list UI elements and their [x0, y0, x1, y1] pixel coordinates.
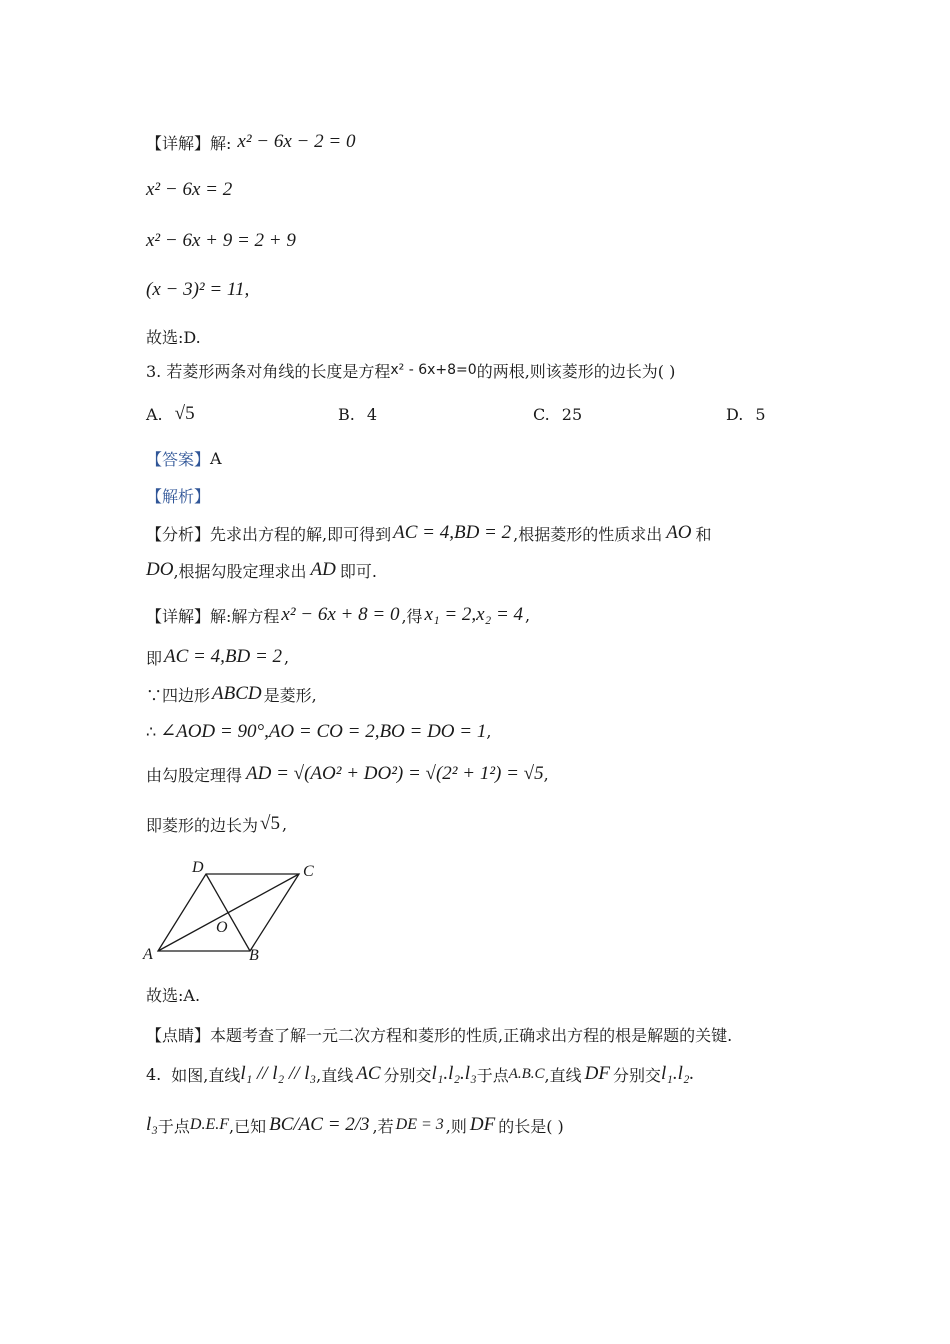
- comment-text: 本题考查了解一元二次方程和菱形的性质,正确求出方程的根是解题的关键.: [210, 1025, 733, 1045]
- because-text-1: ∵四边形: [146, 685, 211, 705]
- because-text-2: 是菱形,: [263, 685, 317, 705]
- answer-value: A: [210, 448, 222, 468]
- side-line: [146, 810, 287, 838]
- because-abcd: ABCD: [212, 683, 262, 704]
- comment-label: 【点睛】: [146, 1025, 211, 1045]
- question-4-line-2: [146, 1100, 564, 1150]
- pythagoras-end: ,: [543, 764, 549, 784]
- because-line: [146, 680, 317, 708]
- detail-text-2: ,得: [401, 606, 423, 626]
- q4-text-k: 的长是( ): [498, 1116, 564, 1136]
- option-letter: B.: [338, 404, 355, 424]
- q4-text-h: ,已知: [229, 1116, 267, 1136]
- comment-line: [146, 1020, 732, 1048]
- rhombus-figure: [140, 852, 330, 967]
- option-value: 5: [755, 404, 766, 424]
- q4-lines: l₁.l₂.l₃: [431, 1063, 477, 1084]
- detail-text-1: 解:解方程: [210, 606, 280, 626]
- equation-1: x² − 6x − 2 = 0: [237, 131, 356, 152]
- q4-parallel: l₁ // l₂ // l₃: [240, 1063, 317, 1084]
- q4-text-i: ,若: [372, 1116, 394, 1136]
- q3-stem-equation: x² - 6x+8=0: [390, 362, 477, 378]
- vertex-label-a: A: [143, 946, 153, 963]
- side-value: √5: [260, 813, 280, 834]
- side-end: ,: [281, 814, 288, 834]
- detail-equation: x² − 6x + 8 = 0: [281, 604, 400, 625]
- ji-equation: AC = 4,BD = 2: [164, 646, 283, 667]
- q4-de: DE = 3: [395, 1116, 444, 1133]
- detail-label-q3: 【详解】: [146, 606, 211, 626]
- vertex-label-d: D: [192, 859, 204, 876]
- pythagoras-line: [146, 760, 549, 788]
- pythagoras-equation: AD = √(AO² + DO²) = √(2² + 1²) = √5: [246, 763, 544, 784]
- analysis-label: 【解析】: [146, 486, 211, 506]
- q3-stem-prefix: 3. 若菱形两条对角线的长度是方程: [146, 361, 391, 381]
- q4-text-a: 如图,直线: [171, 1065, 241, 1085]
- therefore-end: ,: [486, 721, 492, 741]
- detail-roots: x₁ = 2,x₂ = 4: [424, 604, 524, 625]
- vertex-label-b: B: [249, 947, 259, 964]
- side-prefix: 即菱形的边长为: [146, 815, 259, 835]
- fenxi-text-1: 先求出方程的解,即可得到: [210, 524, 392, 544]
- detail-text-3: ,: [525, 605, 531, 625]
- fenxi-text-4: ,根据勾股定理求出: [173, 561, 307, 581]
- fenxi-text-2: ,根据菱形的性质求出: [513, 524, 663, 544]
- answer-line: [146, 444, 222, 472]
- option-value: 4: [366, 404, 378, 424]
- detail-label: 【详解】: [146, 133, 211, 153]
- q4-text-b: ,直线: [316, 1065, 354, 1085]
- equation-4-line: [146, 276, 249, 304]
- detail-lead: 解:: [210, 133, 232, 153]
- q4-points: A.B.C: [508, 1065, 545, 1082]
- choose-d-line: [146, 322, 201, 350]
- question-3-stem: [146, 356, 675, 384]
- q4-l3: l₃: [146, 1114, 158, 1135]
- fenxi-line-2: [146, 556, 377, 584]
- therefore-equation: ∠AOD = 90°,AO = CO = 2,BO = DO = 1: [160, 720, 487, 742]
- detail-line-q3: [146, 601, 530, 629]
- q4-text-c: 分别交: [383, 1065, 432, 1085]
- q4-number: 4.: [146, 1064, 162, 1084]
- q4-lines-2: l₁.l₂.: [660, 1063, 695, 1084]
- choose-a-text: 故选:A.: [146, 985, 201, 1005]
- vertex-label-c: C: [303, 863, 314, 880]
- equation-2-line: [146, 176, 232, 204]
- q4-df: DF: [584, 1063, 610, 1084]
- option-a[interactable]: [146, 400, 195, 428]
- ji-line: [146, 643, 289, 671]
- fenxi-text-5: 即可.: [339, 561, 377, 581]
- choose-a-line: [146, 980, 200, 1008]
- option-letter: A.: [146, 404, 163, 424]
- q4-ac: AC: [356, 1063, 381, 1084]
- option-letter: D.: [726, 404, 744, 424]
- therefore-line: [146, 717, 491, 745]
- answer-label: 【答案】: [146, 449, 211, 469]
- q4-text-d: 于点: [476, 1065, 509, 1085]
- ji-suffix: ,: [284, 647, 290, 667]
- fenxi-text-3: 和: [695, 524, 712, 544]
- q4-df-2: DF: [469, 1114, 496, 1135]
- q4-fraction: BC/AC = 2/3: [269, 1114, 370, 1135]
- fenxi-label: 【分析】: [146, 524, 211, 544]
- option-letter: C.: [533, 404, 550, 424]
- q4-text-e: ,直线: [544, 1065, 582, 1085]
- center-label-o: O: [216, 919, 228, 936]
- fenxi-ad: AD: [310, 559, 336, 580]
- fenxi-line-1: [146, 519, 712, 547]
- diagonal-bd: [206, 874, 250, 951]
- equation-3-line: [146, 227, 296, 255]
- q4-points-2: D.E.F: [189, 1116, 230, 1133]
- option-b[interactable]: [338, 400, 377, 428]
- fenxi-ac-bd: AC = 4,BD = 2: [393, 522, 512, 543]
- equation-3: x² − 6x + 9 = 2 + 9: [146, 230, 296, 251]
- q4-text-f: 分别交: [612, 1065, 661, 1085]
- q4-text-g: 于点: [157, 1116, 190, 1136]
- option-d[interactable]: [726, 400, 766, 428]
- ji-prefix: 即: [146, 648, 163, 668]
- therefore-symbol: ∴: [146, 721, 157, 741]
- fenxi-do: DO: [146, 559, 174, 580]
- equation-2: x² − 6x = 2: [146, 179, 233, 200]
- q3-stem-suffix: 的两根,则该菱形的边长为( ): [476, 361, 676, 381]
- detail-line-1: [146, 128, 355, 156]
- question-4-line-1: [146, 1060, 694, 1088]
- option-value: 25: [561, 404, 583, 424]
- analysis-line: [146, 481, 210, 509]
- pythagoras-prefix: 由勾股定理得: [146, 765, 243, 785]
- option-value: √5: [174, 403, 195, 424]
- equation-4: (x − 3)² = 11,: [146, 279, 250, 300]
- fenxi-ao: AO: [666, 522, 692, 543]
- q4-text-j: ,则: [445, 1116, 467, 1136]
- option-c[interactable]: [533, 400, 582, 428]
- choose-text: 故选:D.: [146, 327, 201, 347]
